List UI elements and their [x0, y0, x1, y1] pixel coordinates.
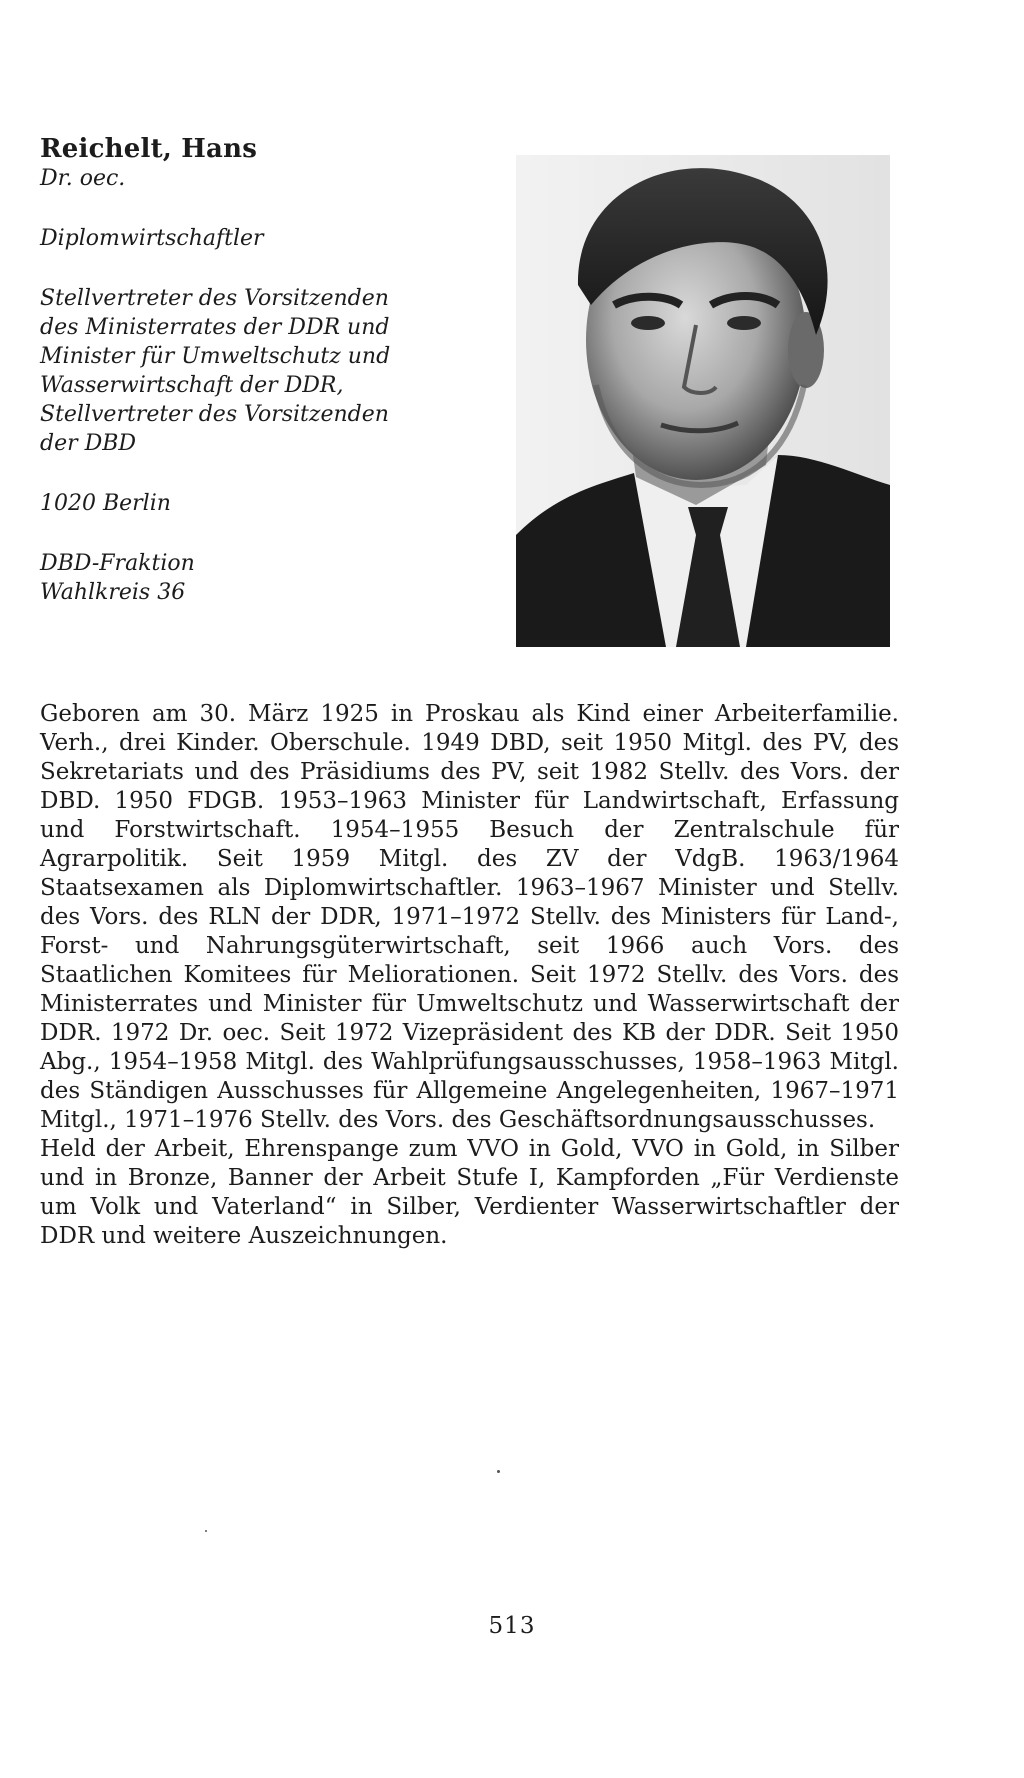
page-number: 513 [488, 1613, 536, 1639]
position-line: Minister für Umweltschutz und [40, 344, 391, 369]
person-name: Reichelt, Hans [40, 134, 258, 164]
positions [40, 284, 470, 458]
biography-paragraph: Held der Arbeit, Ehrenspange zum VVO in Gold, VVO in Gold, in Silber und in Bronze, Banner der Arbeit Stufe I, Kampforden „Für Verdienste um Volk und Vaterland“ in Silber, Verdienter Wasserwirtschaftler der DDR und weitere Auszeichnungen. [40, 1136, 899, 1249]
position-line: des Ministerrates der DDR und [40, 315, 390, 340]
profession: Diplomwirtschaftler [40, 226, 264, 251]
portrait-photo [516, 155, 890, 647]
biography [40, 700, 899, 1251]
position-line: Wasserwirtschaft der DDR, [40, 373, 344, 398]
academic-title: Dr. oec. [40, 166, 126, 191]
scan-speck [205, 1530, 207, 1532]
faction: DBD-Fraktion [40, 551, 195, 576]
portrait-image [516, 155, 890, 647]
position-line: Stellvertreter des Vorsitzenden [40, 402, 389, 427]
entry-header [40, 134, 470, 607]
position-line: Stellvertreter des Vorsitzenden [40, 286, 389, 311]
constituency: Wahlkreis 36 [40, 580, 186, 605]
scan-speck [497, 1470, 500, 1473]
position-line: der DBD [40, 431, 137, 456]
biography-paragraph: Geboren am 30. März 1925 in Proskau als Kind einer Arbeiterfamilie. Verh., drei Kinder. Oberschule. 1949 DBD, seit 1950 Mitgl. des PV, des Sekretariats und des Präsidiums des PV, seit 1982 Stellv. des Vors. der DBD. 1950 FDGB. 1953–1963 Minister für Landwirtschaft, Erfassung und Forstwirtschaft. 1954–1955 Besuch der Zentralschule für Agrarpolitik. Seit 1959 Mitgl. des ZV der VdgB. 1963/1964 Staatsexamen als Diplomwirtschaftler. 1963–1967 Minister und Stellv. des Vors. des RLN der DDR, 1971–1972 Stellv. des Ministers für Land-, Forst- und Nahrungsgüterwirtschaft, seit 1966 auch Vors. des Staatlichen Komitees für Meliorationen. Seit 1972 Stellv. des Vors. des Ministerrates und Minister für Umweltschutz und Wasserwirtschaft der DDR. 1972 Dr. oec. Seit 1972 Vizepräsident des KB der DDR. Seit 1950 Abg., 1954–1958 Mitgl. des Wahlprüfungsausschusses, 1958–1963 Mitgl. des Ständigen Ausschusses für Allgemeine Angelegenheiten, 1967–1971 Mitgl., 1971–1976 Stellv. des Vors. des Geschäftsordnungsausschusses. [40, 701, 899, 1133]
location: 1020 Berlin [40, 491, 171, 516]
